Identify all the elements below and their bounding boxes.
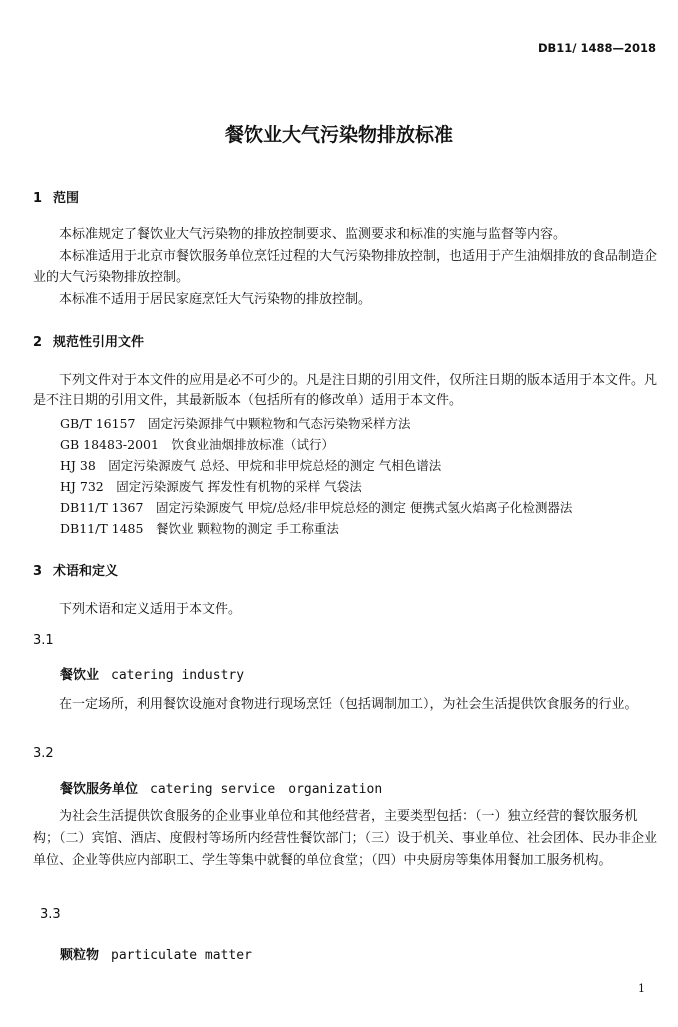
- section-heading-terms-definitions: [33, 560, 118, 579]
- term-zh: 颗粒物: [60, 948, 100, 963]
- section-heading-normative-references: [33, 331, 144, 350]
- term-zh: 餐饮业: [60, 668, 100, 683]
- paragraph: 本标准不适用于居民家庭烹饪大气污染物的排放控制。: [59, 292, 372, 307]
- section-title: 术语和定义: [53, 564, 119, 579]
- term-en: catering service organization: [150, 782, 383, 797]
- term-definition: 在一定场所，利用餐饮设施对食物进行现场烹饪（包括调制加工），为社会生活提供饮食服务的行业。: [59, 697, 638, 712]
- reference-item: GB/T 16157 固定污染源排气中颗粒物和气态污染物采样方法: [60, 416, 411, 431]
- paragraph: 本标准适用于北京市餐饮服务单位烹饪过程的大气污染物排放控制，也适用于产生油烟排放的食品制造企业的大气污染物排放控制。: [33, 249, 658, 285]
- paragraph: 下列术语和定义适用于本文件。: [59, 602, 242, 617]
- clause-number: 3.2: [33, 746, 54, 761]
- clause-number: 3.3: [40, 907, 61, 922]
- reference-item: DB11/T 1485 餐饮业 颗粒物的测定 手工称重法: [60, 521, 339, 536]
- section-number: 2: [33, 335, 43, 350]
- page-title: 餐饮业大气污染物排放标准: [224, 124, 453, 146]
- term-entry: [60, 778, 382, 797]
- section-number: 1: [33, 191, 43, 206]
- section-heading-scope: [33, 187, 79, 206]
- clause-number: 3.1: [33, 633, 54, 648]
- term-entry: [60, 944, 252, 963]
- paragraph: 本标准规定了餐饮业大气污染物的排放控制要求、监测要求和标准的实施与监督等内容。: [59, 227, 567, 242]
- term-entry: [60, 664, 244, 683]
- section-title: 规范性引用文件: [53, 335, 145, 350]
- reference-item: HJ 732 固定污染源废气 挥发性有机物的采样 气袋法: [60, 479, 362, 494]
- section-title: 范围: [53, 191, 80, 206]
- term-en: particulate matter: [111, 948, 252, 963]
- reference-item: DB11/T 1367 固定污染源废气 甲烷/总烃/非甲烷总烃的测定 便携式氢火焰离子化检测器法: [60, 500, 573, 515]
- term-zh: 餐饮服务单位: [60, 782, 139, 797]
- document-code: DB11/ 1488—2018: [537, 41, 656, 55]
- paragraph: 下列文件对于本文件的应用是必不可少的。凡是注日期的引用文件，仅所注日期的版本适用于本文件。凡是不注日期的引用文件，其最新版本（包括所有的修改单）适用于本文件。: [33, 373, 658, 408]
- page-number: 1: [638, 982, 645, 995]
- section-number: 3: [33, 564, 43, 579]
- reference-item: GB 18483-2001 饮食业油烟排放标准（试行）: [60, 437, 334, 452]
- reference-item: HJ 38 固定污染源废气 总烃、甲烷和非甲烷总烃的测定 气相色谱法: [60, 458, 442, 473]
- term-definition: 为社会生活提供饮食服务的企业事业单位和其他经营者，主要类型包括：（一）独立经营的餐饮服务机构；（二）宾馆、酒店、度假村等场所内经营性餐饮部门；（三）设于机关、事业单位、社会团体、民办非企业单位、企业等供应内部职工、学生等集中就餐的单位食堂；（四）中央厨房等集体用餐加工服务机构。: [33, 809, 658, 868]
- term-en: catering industry: [111, 668, 245, 683]
